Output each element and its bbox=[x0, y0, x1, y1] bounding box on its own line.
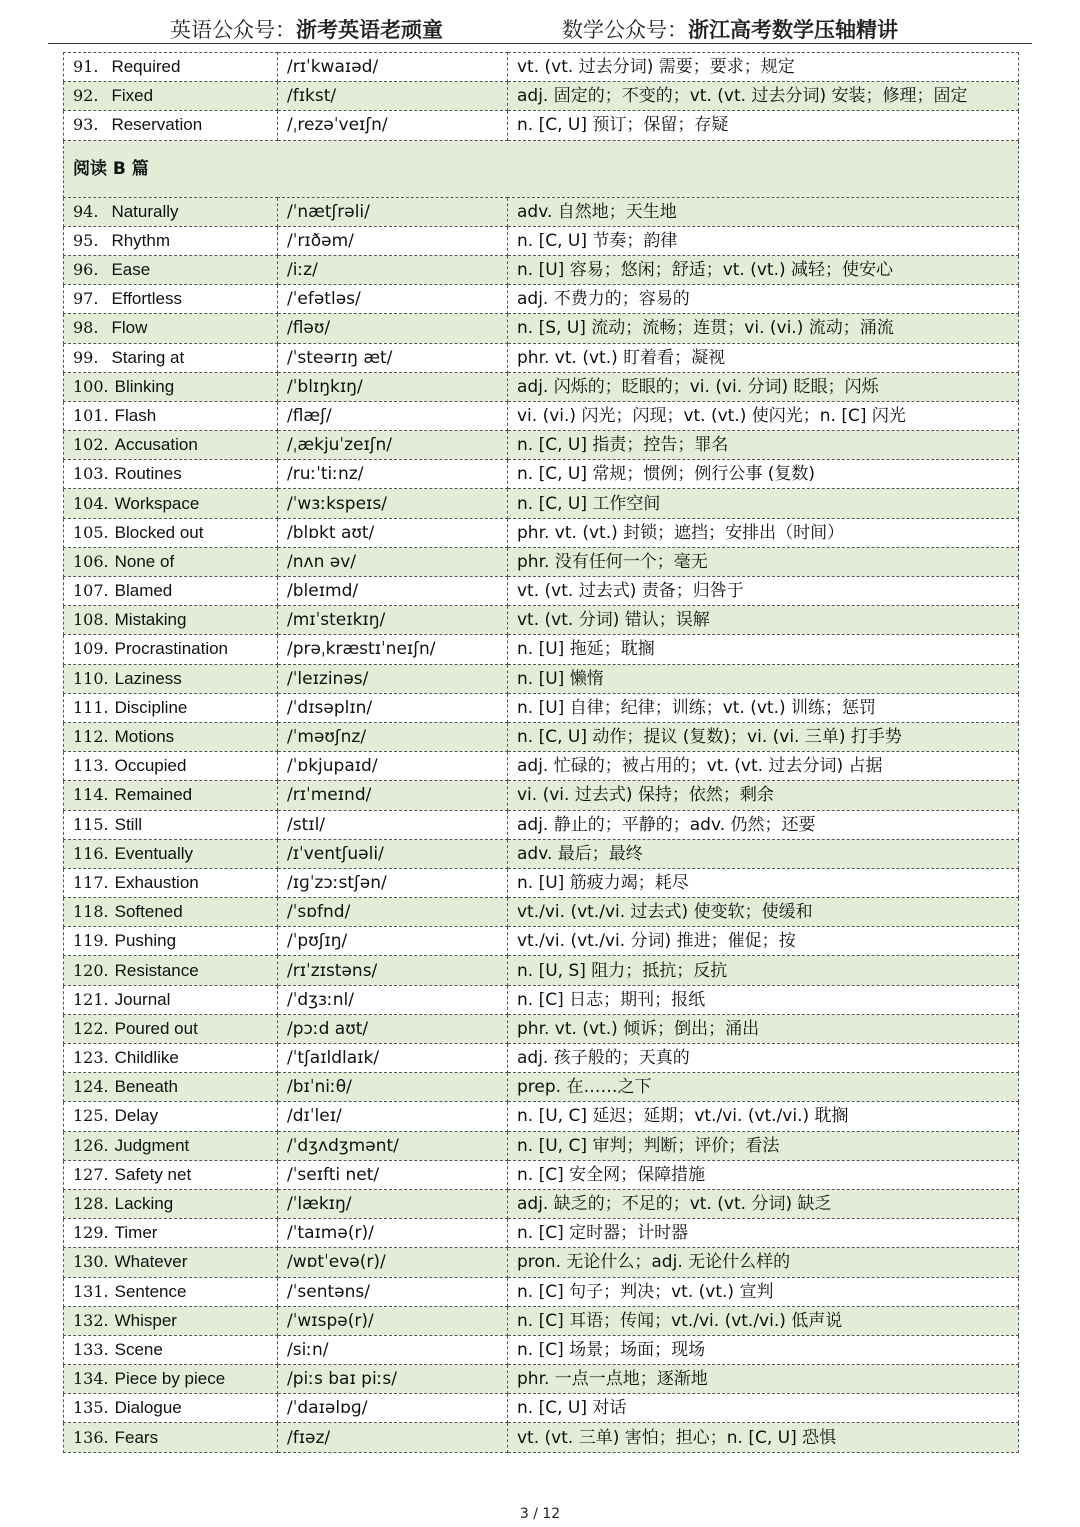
word-cell bbox=[64, 1306, 278, 1335]
phonetic-cell: /nʌn əv/ bbox=[278, 547, 508, 576]
entry-number: 126. bbox=[73, 1135, 109, 1155]
word-cell bbox=[64, 577, 278, 606]
word-text: Sentence bbox=[114, 1281, 187, 1301]
entry-number: 116. bbox=[73, 843, 109, 863]
page-number: 3 / 12 bbox=[519, 1506, 561, 1522]
table-row bbox=[64, 577, 1019, 606]
word-cell bbox=[64, 431, 278, 460]
meaning-cell: n. [C] 日志；期刊；报纸 bbox=[508, 985, 1019, 1014]
word-text: Judgment bbox=[114, 1135, 190, 1155]
word-cell bbox=[64, 1044, 278, 1073]
word-cell bbox=[64, 810, 278, 839]
table-row bbox=[64, 314, 1019, 343]
table-row bbox=[64, 1394, 1019, 1423]
word-cell bbox=[64, 489, 278, 518]
table-row bbox=[64, 1189, 1019, 1218]
entry-number: 104. bbox=[73, 493, 109, 513]
phonetic-cell: /ˈdʒʌdʒmənt/ bbox=[278, 1131, 508, 1160]
word-cell bbox=[64, 1014, 278, 1043]
table-row bbox=[64, 489, 1019, 518]
table-row bbox=[64, 1423, 1019, 1452]
word-cell bbox=[64, 1335, 278, 1364]
entry-number: 110. bbox=[73, 668, 109, 688]
word-text: Softened bbox=[114, 902, 183, 922]
entry-number: 108. bbox=[73, 610, 109, 630]
meaning-cell: n. [C, U] 动作；提议 (复数)；vi. (vi. 三单) 打手势 bbox=[508, 722, 1019, 751]
word-cell bbox=[64, 372, 278, 401]
phonetic-cell: /ruːˈtiːnz/ bbox=[278, 460, 508, 489]
entry-number: 102. bbox=[73, 435, 109, 455]
entry-number: 93. bbox=[73, 115, 99, 135]
table-row bbox=[64, 111, 1019, 140]
phonetic-cell: /ˌækjuˈzeɪʃn/ bbox=[278, 431, 508, 460]
word-cell bbox=[64, 1160, 278, 1189]
word-cell bbox=[64, 839, 278, 868]
table-row bbox=[64, 781, 1019, 810]
table-row bbox=[64, 810, 1019, 839]
meaning-cell: adj. 不费力的；容易的 bbox=[508, 285, 1019, 314]
table-row bbox=[64, 431, 1019, 460]
meaning-cell: vi. (vi.) 闪光；闪现；vt. (vt.) 使闪光；n. [C] 闪光 bbox=[508, 401, 1019, 430]
entry-number: 122. bbox=[73, 1018, 109, 1038]
word-cell bbox=[64, 255, 278, 284]
section-title: 阅读 B 篇 bbox=[64, 140, 1019, 197]
entry-number: 115. bbox=[73, 814, 109, 834]
entry-number: 118. bbox=[73, 902, 109, 922]
word-cell bbox=[64, 693, 278, 722]
word-cell bbox=[64, 197, 278, 226]
word-cell bbox=[64, 1365, 278, 1394]
word-cell bbox=[64, 285, 278, 314]
word-text: Motions bbox=[114, 727, 175, 747]
entry-number: 136. bbox=[73, 1427, 109, 1447]
phonetic-cell: /ˈlækɪŋ/ bbox=[278, 1189, 508, 1218]
word-text: Effortless bbox=[111, 289, 183, 309]
vocabulary-table bbox=[63, 52, 1019, 1453]
phonetic-cell: /ˈleɪzinəs/ bbox=[278, 664, 508, 693]
word-cell bbox=[64, 82, 278, 111]
word-text: Blamed bbox=[114, 581, 173, 601]
word-text: Exhaustion bbox=[114, 872, 199, 892]
meaning-cell: n. [S, U] 流动；流畅；连贯；vi. (vi.) 流动；涌流 bbox=[508, 314, 1019, 343]
word-cell bbox=[64, 547, 278, 576]
phonetic-cell: /ˈblɪŋkɪŋ/ bbox=[278, 372, 508, 401]
word-cell bbox=[64, 985, 278, 1014]
table-row bbox=[64, 518, 1019, 547]
word-text: Fixed bbox=[111, 86, 154, 106]
table-row bbox=[64, 1219, 1019, 1248]
table-row bbox=[64, 1014, 1019, 1043]
word-cell bbox=[64, 1073, 278, 1102]
word-cell bbox=[64, 111, 278, 140]
meaning-cell: n. [C] 句子；判决；vt. (vt.) 宣判 bbox=[508, 1277, 1019, 1306]
word-text: Whisper bbox=[114, 1310, 177, 1330]
entry-number: 123. bbox=[73, 1048, 109, 1068]
meaning-cell: n. [U, C] 审判；判断；评价；看法 bbox=[508, 1131, 1019, 1160]
word-text: Ease bbox=[111, 260, 151, 280]
meaning-cell: adj. 缺乏的；不足的；vt. (vt. 分词) 缺乏 bbox=[508, 1189, 1019, 1218]
entry-number: 130. bbox=[73, 1252, 109, 1272]
word-text: Blinking bbox=[114, 376, 175, 396]
table-row bbox=[64, 401, 1019, 430]
meaning-cell: vt./vi. (vt./vi. 分词) 推进；催促；按 bbox=[508, 927, 1019, 956]
meaning-cell: prep. 在……之下 bbox=[508, 1073, 1019, 1102]
word-text: Scene bbox=[114, 1339, 163, 1359]
phonetic-cell: /bleɪmd/ bbox=[278, 577, 508, 606]
table-row bbox=[64, 1073, 1019, 1102]
meaning-cell: adj. 忙碌的；被占用的；vt. (vt. 过去分词) 占据 bbox=[508, 752, 1019, 781]
word-cell bbox=[64, 460, 278, 489]
table-row bbox=[64, 985, 1019, 1014]
word-cell bbox=[64, 1131, 278, 1160]
english-account-label: 英语公众号：浙考英语老顽童 bbox=[170, 18, 443, 42]
table-row bbox=[64, 693, 1019, 722]
phonetic-cell: /fləʊ/ bbox=[278, 314, 508, 343]
meaning-cell: phr. vt. (vt.) 封锁；遮挡；安排出（时间） bbox=[508, 518, 1019, 547]
meaning-cell: n. [C] 场景；场面；现场 bbox=[508, 1335, 1019, 1364]
meaning-cell: n. [C, U] 指责；控告；罪名 bbox=[508, 431, 1019, 460]
word-cell bbox=[64, 1189, 278, 1218]
word-cell bbox=[64, 956, 278, 985]
word-text: Mistaking bbox=[114, 610, 187, 630]
table-row bbox=[64, 372, 1019, 401]
word-text: Remained bbox=[114, 785, 193, 805]
table-row bbox=[64, 285, 1019, 314]
entry-number: 98. bbox=[73, 318, 99, 338]
phonetic-cell: /ˈwɪspə(r)/ bbox=[278, 1306, 508, 1335]
phonetic-cell: /ˈdɪsəplɪn/ bbox=[278, 693, 508, 722]
phonetic-cell: /bɪˈniːθ/ bbox=[278, 1073, 508, 1102]
word-text: Accusation bbox=[114, 435, 198, 455]
phonetic-cell: /ˈməʊʃnz/ bbox=[278, 722, 508, 751]
word-text: Whatever bbox=[114, 1252, 188, 1272]
table-row bbox=[64, 664, 1019, 693]
meaning-cell: n. [C, U] 对话 bbox=[508, 1394, 1019, 1423]
meaning-cell: phr. 一点一点地；逐渐地 bbox=[508, 1365, 1019, 1394]
word-text: None of bbox=[114, 551, 175, 571]
entry-number: 125. bbox=[73, 1106, 109, 1126]
entry-number: 95. bbox=[73, 230, 99, 250]
table-row bbox=[64, 722, 1019, 751]
phonetic-cell: /ˈefətləs/ bbox=[278, 285, 508, 314]
table-row bbox=[64, 956, 1019, 985]
table-row bbox=[64, 197, 1019, 226]
table-row bbox=[64, 868, 1019, 897]
phonetic-cell: /ɪɡˈzɔːstʃən/ bbox=[278, 868, 508, 897]
entry-number: 111. bbox=[73, 697, 109, 717]
phonetic-cell: /ˈpʊʃɪŋ/ bbox=[278, 927, 508, 956]
word-cell bbox=[64, 635, 278, 664]
entry-number: 106. bbox=[73, 551, 109, 571]
meaning-cell: n. [C] 安全网；保障措施 bbox=[508, 1160, 1019, 1189]
word-text: Poured out bbox=[114, 1018, 198, 1038]
entry-number: 105. bbox=[73, 522, 109, 542]
meaning-cell: n. [U, C] 延迟；延期；vt./vi. (vt./vi.) 耽搁 bbox=[508, 1102, 1019, 1131]
word-cell bbox=[64, 868, 278, 897]
phonetic-cell: /flæʃ/ bbox=[278, 401, 508, 430]
word-text: Workspace bbox=[114, 493, 200, 513]
word-text: Journal bbox=[114, 989, 171, 1009]
word-text: Fears bbox=[114, 1427, 159, 1447]
meaning-cell: pron. 无论什么；adj. 无论什么样的 bbox=[508, 1248, 1019, 1277]
word-cell bbox=[64, 898, 278, 927]
phonetic-cell: /stɪl/ bbox=[278, 810, 508, 839]
word-cell bbox=[64, 606, 278, 635]
word-cell bbox=[64, 1277, 278, 1306]
table-row bbox=[64, 1277, 1019, 1306]
entry-number: 129. bbox=[73, 1223, 109, 1243]
word-text: Dialogue bbox=[114, 1398, 182, 1418]
page-header bbox=[0, 10, 1080, 44]
table-row bbox=[64, 1248, 1019, 1277]
table-row bbox=[64, 1335, 1019, 1364]
word-text: Naturally bbox=[111, 201, 179, 221]
word-cell bbox=[64, 1423, 278, 1452]
phonetic-cell: /ˈrɪðəm/ bbox=[278, 226, 508, 255]
meaning-cell: adj. 固定的；不变的；vt. (vt. 过去分词) 安装；修理；固定 bbox=[508, 82, 1019, 111]
word-text: Piece by piece bbox=[114, 1369, 226, 1389]
entry-number: 131. bbox=[73, 1281, 109, 1301]
meaning-cell: vi. (vi. 过去式) 保持；依然；剩余 bbox=[508, 781, 1019, 810]
word-text: Occupied bbox=[114, 756, 187, 776]
entry-number: 132. bbox=[73, 1310, 109, 1330]
phonetic-cell: /ˈnætʃrəli/ bbox=[278, 197, 508, 226]
entry-number: 120. bbox=[73, 960, 109, 980]
meaning-cell: n. [U] 筋疲力竭；耗尽 bbox=[508, 868, 1019, 897]
entry-number: 96. bbox=[73, 260, 99, 280]
phonetic-cell: /pɔːd aʊt/ bbox=[278, 1014, 508, 1043]
entry-number: 101. bbox=[73, 405, 109, 425]
table-row bbox=[64, 927, 1019, 956]
entry-number: 92. bbox=[73, 86, 99, 106]
table-row bbox=[64, 898, 1019, 927]
meaning-cell: vt. (vt. 过去分词) 需要；要求；规定 bbox=[508, 53, 1019, 82]
word-cell bbox=[64, 1219, 278, 1248]
meaning-cell: n. [U] 自律；纪律；训练；vt. (vt.) 训练；惩罚 bbox=[508, 693, 1019, 722]
word-text: Staring at bbox=[111, 347, 185, 367]
phonetic-cell: /blɒkt aʊt/ bbox=[278, 518, 508, 547]
table-row bbox=[64, 1044, 1019, 1073]
table-row bbox=[64, 343, 1019, 372]
table-row bbox=[64, 1160, 1019, 1189]
word-text: Routines bbox=[114, 464, 182, 484]
phonetic-cell: /ˈseɪfti net/ bbox=[278, 1160, 508, 1189]
entry-number: 124. bbox=[73, 1077, 109, 1097]
entry-number: 134. bbox=[73, 1369, 109, 1389]
entry-number: 121. bbox=[73, 989, 109, 1009]
phonetic-cell: /dɪˈleɪ/ bbox=[278, 1102, 508, 1131]
meaning-cell: n. [C] 耳语；传闻；vt./vi. (vt./vi.) 低声说 bbox=[508, 1306, 1019, 1335]
phonetic-cell: /prəˌkræstɪˈneɪʃn/ bbox=[278, 635, 508, 664]
phonetic-cell: /ˈsentəns/ bbox=[278, 1277, 508, 1306]
word-text: Flow bbox=[111, 318, 148, 338]
phonetic-cell: /mɪˈsteɪkɪŋ/ bbox=[278, 606, 508, 635]
word-cell bbox=[64, 752, 278, 781]
word-text: Required bbox=[111, 57, 181, 77]
phonetic-cell: /ˈtʃaɪldlaɪk/ bbox=[278, 1044, 508, 1073]
section-header-row bbox=[64, 140, 1019, 197]
table-row bbox=[64, 53, 1019, 82]
table-row bbox=[64, 839, 1019, 868]
word-text: Lacking bbox=[114, 1194, 174, 1214]
table-row bbox=[64, 82, 1019, 111]
phonetic-cell: /ˈdʒɜːnl/ bbox=[278, 985, 508, 1014]
table-row bbox=[64, 606, 1019, 635]
table-row bbox=[64, 226, 1019, 255]
word-cell bbox=[64, 927, 278, 956]
entry-number: 119. bbox=[73, 931, 109, 951]
meaning-cell: n. [U] 懒惰 bbox=[508, 664, 1019, 693]
meaning-cell: vt. (vt. 过去式) 责备；归咎于 bbox=[508, 577, 1019, 606]
word-cell bbox=[64, 1102, 278, 1131]
word-text: Childlike bbox=[114, 1048, 179, 1068]
word-cell bbox=[64, 1248, 278, 1277]
table-row bbox=[64, 635, 1019, 664]
word-cell bbox=[64, 722, 278, 751]
phonetic-cell: /ˈsɒfnd/ bbox=[278, 898, 508, 927]
meaning-cell: n. [C, U] 节奏；韵律 bbox=[508, 226, 1019, 255]
word-text: Still bbox=[114, 814, 143, 834]
word-text: Reservation bbox=[111, 115, 203, 135]
word-text: Discipline bbox=[114, 697, 188, 717]
entry-number: 117. bbox=[73, 872, 109, 892]
entry-number: 91. bbox=[73, 57, 99, 77]
word-text: Eventually bbox=[114, 843, 194, 863]
phonetic-cell: /ˈɒkjupaɪd/ bbox=[278, 752, 508, 781]
table-row bbox=[64, 752, 1019, 781]
word-cell bbox=[64, 664, 278, 693]
word-text: Timer bbox=[114, 1223, 158, 1243]
math-account-label: 数学公众号：浙江高考数学压轴精讲 bbox=[562, 18, 898, 42]
phonetic-cell: /ˈsteərɪŋ æt/ bbox=[278, 343, 508, 372]
meaning-cell: n. [U, S] 阻力；抵抗；反抗 bbox=[508, 956, 1019, 985]
phonetic-cell: /rɪˈzɪstəns/ bbox=[278, 956, 508, 985]
meaning-cell: phr. 没有任何一个；毫无 bbox=[508, 547, 1019, 576]
word-text: Safety net bbox=[114, 1164, 192, 1184]
phonetic-cell: /piːs baɪ piːs/ bbox=[278, 1365, 508, 1394]
word-text: Procrastination bbox=[114, 639, 229, 659]
phonetic-cell: /wɒtˈevə(r)/ bbox=[278, 1248, 508, 1277]
table-row bbox=[64, 255, 1019, 284]
entry-number: 133. bbox=[73, 1339, 109, 1359]
phonetic-cell: /siːn/ bbox=[278, 1335, 508, 1364]
word-cell bbox=[64, 518, 278, 547]
phonetic-cell: /rɪˈkwaɪəd/ bbox=[278, 53, 508, 82]
meaning-cell: n. [C] 定时器；计时器 bbox=[508, 1219, 1019, 1248]
word-text: Flash bbox=[114, 405, 157, 425]
phonetic-cell: /ɪˈventʃuəli/ bbox=[278, 839, 508, 868]
word-text: Blocked out bbox=[114, 522, 204, 542]
word-text: Pushing bbox=[114, 931, 177, 951]
table-row bbox=[64, 1306, 1019, 1335]
entry-number: 113. bbox=[73, 756, 109, 776]
table-row bbox=[64, 1365, 1019, 1394]
word-text: Laziness bbox=[114, 668, 182, 688]
word-text: Delay bbox=[114, 1106, 159, 1126]
word-cell bbox=[64, 314, 278, 343]
meaning-cell: vt. (vt. 分词) 错认；误解 bbox=[508, 606, 1019, 635]
entry-number: 128. bbox=[73, 1194, 109, 1214]
phonetic-cell: /rɪˈmeɪnd/ bbox=[278, 781, 508, 810]
entry-number: 127. bbox=[73, 1164, 109, 1184]
word-text: Beneath bbox=[114, 1077, 178, 1097]
meaning-cell: adj. 孩子般的；天真的 bbox=[508, 1044, 1019, 1073]
meaning-cell: n. [C, U] 工作空间 bbox=[508, 489, 1019, 518]
word-cell bbox=[64, 1394, 278, 1423]
table-row bbox=[64, 547, 1019, 576]
phonetic-cell: /fɪəz/ bbox=[278, 1423, 508, 1452]
phonetic-cell: /ˌrezəˈveɪʃn/ bbox=[278, 111, 508, 140]
entry-number: 103. bbox=[73, 464, 109, 484]
entry-number: 135. bbox=[73, 1398, 109, 1418]
meaning-cell: phr. vt. (vt.) 倾诉；倒出；涌出 bbox=[508, 1014, 1019, 1043]
phonetic-cell: /ˈwɜːkspeɪs/ bbox=[278, 489, 508, 518]
meaning-cell: n. [U] 容易；悠闲；舒适；vt. (vt.) 减轻；使安心 bbox=[508, 255, 1019, 284]
word-cell bbox=[64, 401, 278, 430]
table-row bbox=[64, 1102, 1019, 1131]
meaning-cell: phr. vt. (vt.) 盯着看；凝视 bbox=[508, 343, 1019, 372]
meaning-cell: n. [C, U] 常规；惯例；例行公事 (复数) bbox=[508, 460, 1019, 489]
meaning-cell: adv. 最后；最终 bbox=[508, 839, 1019, 868]
meaning-cell: vt. (vt. 三单) 害怕；担心；n. [C, U] 恐惧 bbox=[508, 1423, 1019, 1452]
word-text: Rhythm bbox=[111, 230, 171, 250]
meaning-cell: adj. 静止的；平静的；adv. 仍然；还要 bbox=[508, 810, 1019, 839]
word-cell bbox=[64, 53, 278, 82]
meaning-cell: vt./vi. (vt./vi. 过去式) 使变软；使缓和 bbox=[508, 898, 1019, 927]
meaning-cell: n. [C, U] 预订；保留；存疑 bbox=[508, 111, 1019, 140]
phonetic-cell: /iːz/ bbox=[278, 255, 508, 284]
table-row bbox=[64, 1131, 1019, 1160]
meaning-cell: n. [U] 拖延；耽搁 bbox=[508, 635, 1019, 664]
phonetic-cell: /ˈdaɪəlɒɡ/ bbox=[278, 1394, 508, 1423]
phonetic-cell: /ˈtaɪmə(r)/ bbox=[278, 1219, 508, 1248]
phonetic-cell: /fɪkst/ bbox=[278, 82, 508, 111]
entry-number: 112. bbox=[73, 727, 109, 747]
meaning-cell: adv. 自然地；天生地 bbox=[508, 197, 1019, 226]
table-row bbox=[64, 460, 1019, 489]
word-cell bbox=[64, 226, 278, 255]
meaning-cell: adj. 闪烁的；眨眼的；vi. (vi. 分词) 眨眼；闪烁 bbox=[508, 372, 1019, 401]
word-text: Resistance bbox=[114, 960, 199, 980]
entry-number: 107. bbox=[73, 581, 109, 601]
entry-number: 114. bbox=[73, 785, 109, 805]
header-rule bbox=[48, 43, 1032, 44]
entry-number: 94. bbox=[73, 201, 99, 221]
word-cell bbox=[64, 781, 278, 810]
entry-number: 100. bbox=[73, 376, 109, 396]
entry-number: 97. bbox=[73, 289, 99, 309]
entry-number: 99. bbox=[73, 347, 99, 367]
word-cell bbox=[64, 343, 278, 372]
entry-number: 109. bbox=[73, 639, 109, 659]
